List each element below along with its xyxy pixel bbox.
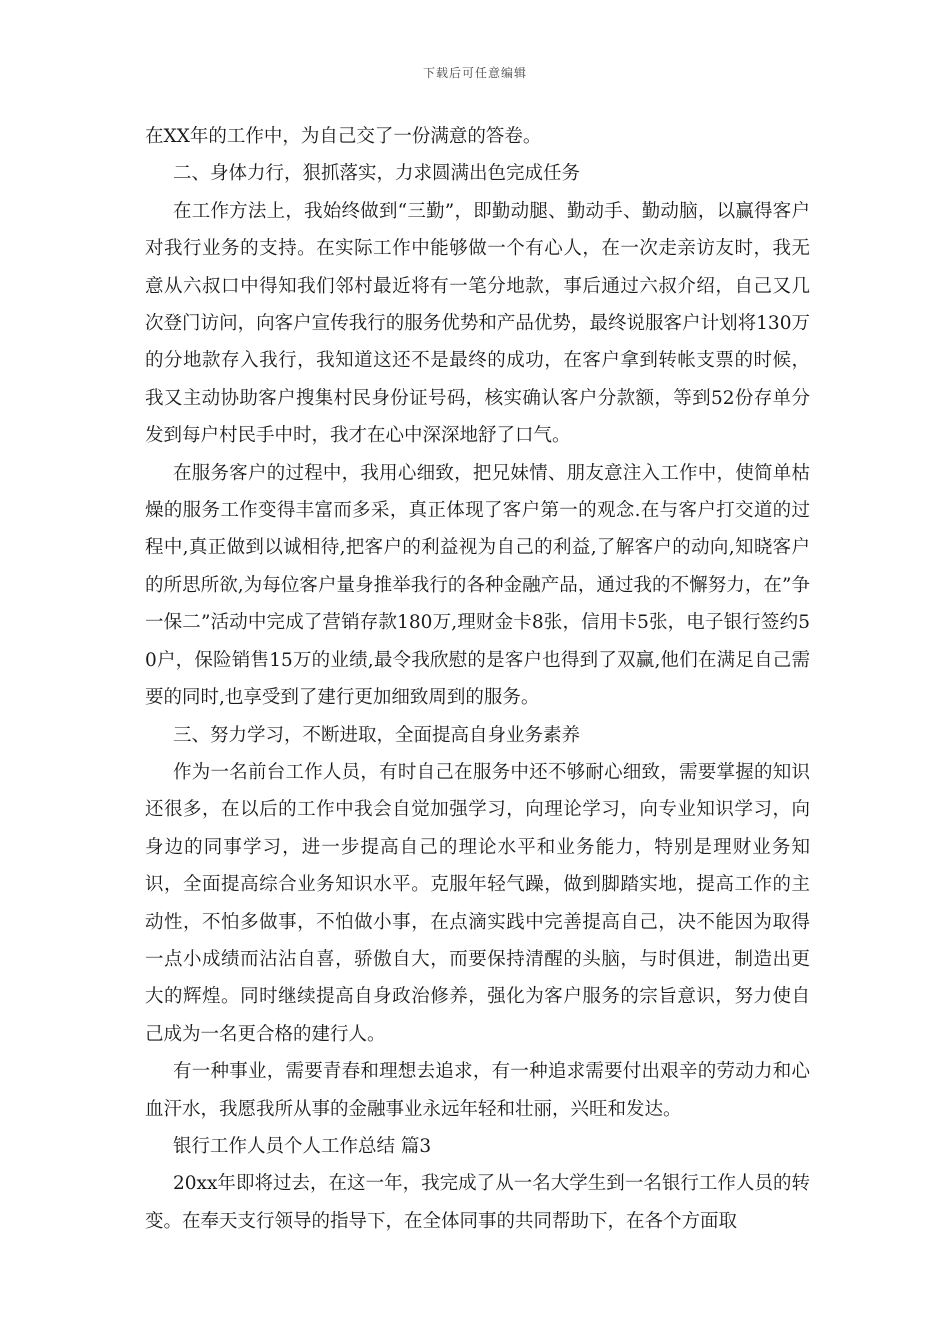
paragraph-6: 作为一名前台工作人员，有时自己在服务中还不够耐心细致，需要掌握的知识还很多，在以后的工作中我会自觉加强学习，向理论学习，向专业知识学习，向身边的同事学习，进一步提高自己的理论水平和业务能力，特别是理财业务知识，全面提高综合业务知识水平。克服年轻气躁，做到脚踏实地，提高工作的主动性，不怕多做事，不怕做小事，在点滴实践中完善提高自己，决不能因为取得一点小成绩而沾沾自喜，骄傲自大，而要保持清醒的头脑，与时俱进，制造出更大的辉煌。同时继续提高自身政治修养，强化为客户服务的宗旨意识，努力使自己成为一名更合格的建行人。	[145, 761, 810, 1045]
document-body	[145, 118, 810, 1240]
paragraph-1: 在XX年的工作中，为自己交了一份满意的答卷。	[145, 126, 542, 147]
page-header: 下载后可任意编辑	[422, 66, 527, 80]
article-title: 银行工作人员个人工作总结 篇3	[173, 1135, 432, 1157]
section-heading-3: 三、努力学习，不断进取，全面提高自身业务素养	[173, 724, 581, 746]
paragraph-3: 在工作方法上，我始终做到“三勤”，即勤动腿、勤动手、勤动脑，以赢得客户对我行业务的支持。在实际工作中能够做一个有心人，在一次走亲访友时，我无意从六叔口中得知我们邻村最近将有一笔分地款，事后通过六叔介绍，自己又几次登门访问，向客户宣传我行的服务优势和产品优势，最终说服客户计划将130万的分地款存入我行，我知道这还不是最终的成功，在客户拿到转帐支票的时候，我又主动协助客户搜集村民身份证号码，核实确认客户分款额，等到52份存单分发到每户村民手中时，我才在心中深深地舒了口气。	[145, 200, 810, 447]
paragraph-9: 20xx年即将过去，在这一年，我完成了从一名大学生到一名银行工作人员的转变。在奉天支行领导的指导下，在全体同事的共同帮助下，在各个方面取	[145, 1173, 810, 1232]
paragraph-4: 在服务客户的过程中，我用心细致，把兄妹情、朋友意注入工作中，使简单枯燥的服务工作变得丰富而多采，真正体现了客户第一的观念.在与客户打交道的过程中,真正做到以诚相待,把客户的利益视为自己的利益,了解客户的动向,知晓客户的所思所欲,为每位客户量身推举我行的各种金融产品，通过我的不懈努力，在”争一保二”活动中完成了营销存款180万,理财金卡8张，信用卡5张，电子银行签约50户，保险销售15万的业绩,最令我欣慰的是客户也得到了双赢,他们在满足自己需要的同时,也享受到了建行更加细致周到的服务。	[145, 462, 810, 709]
paragraph-7: 有一种事业，需要青春和理想去追求，有一种追求需要付出艰辛的劳动力和心血汗水，我愿我所从事的金融事业永远年轻和壮丽，兴旺和发达。	[145, 1061, 810, 1120]
section-heading-2: 二、身体力行，狠抓落实，力求圆满出色完成任务	[173, 163, 581, 185]
